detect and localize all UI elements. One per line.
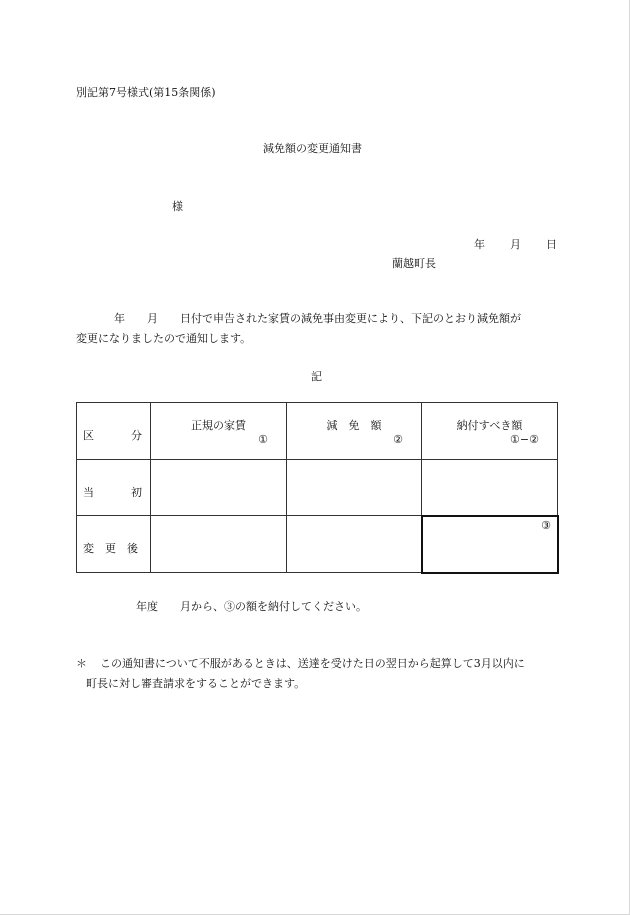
date-day: 日 [546,238,557,251]
table-row-changed [77,516,558,573]
header-regular-rent [151,403,287,460]
footnote-line2: 町長に対し審査請求をすることができます。 [86,677,306,690]
form-id: 別記第7号様式(第15条関係) [76,86,216,99]
header-payable-title: 納付すべき額 [456,419,523,432]
date-year: 年 [474,238,485,251]
date-month: 月 [510,238,521,251]
row-changed-payable [422,516,558,573]
row-changed-payable-mark: ③ [541,519,551,532]
body-line1: 年 月 日付で申告された家賃の減免事由変更により、下記のとおり減免額が [114,312,521,325]
body-line2: 変更になりましたので通知します。 [76,332,252,345]
header-regular-rent-title: 正規の家賃 [191,419,246,432]
footnote-line1: この通知書について不服があるときは、送達を受けた日の翌日から起算して3月以内に [100,657,525,670]
row-changed-reduction [287,516,422,573]
document-title: 減免額の変更通知書 [263,142,362,155]
row-initial-regular-rent [151,460,287,516]
table-row-initial [77,460,558,516]
ki-label: 記 [311,370,322,383]
row-initial-label-a: 当 [83,486,94,499]
header-payable [422,403,558,460]
row-initial-label-b: 初 [131,486,142,499]
amount-table [76,402,558,573]
header-category-b: 分 [131,429,142,442]
header-category-a: 区 [83,429,94,442]
header-reduction-title: 減 免 額 [326,419,382,432]
table-header-row [77,403,558,460]
row-changed-label [77,516,151,573]
payment-note: 年度 月から、③の額を納付してください。 [136,600,367,613]
footnote-mark: ＊ [76,657,87,670]
row-changed-regular-rent [151,516,287,573]
header-category [77,403,151,460]
row-changed-label-text: 変 更 後 [83,542,138,555]
header-payable-mark: ①−② [510,433,539,446]
header-reduction [287,403,422,460]
recipient-suffix: 様 [172,200,183,213]
issuer: 蘭越町長 [392,257,436,270]
row-initial-payable [422,460,558,516]
row-initial-label [77,460,151,516]
header-reduction-mark: ② [393,433,403,446]
row-initial-reduction [287,460,422,516]
header-regular-rent-mark: ① [258,433,268,446]
